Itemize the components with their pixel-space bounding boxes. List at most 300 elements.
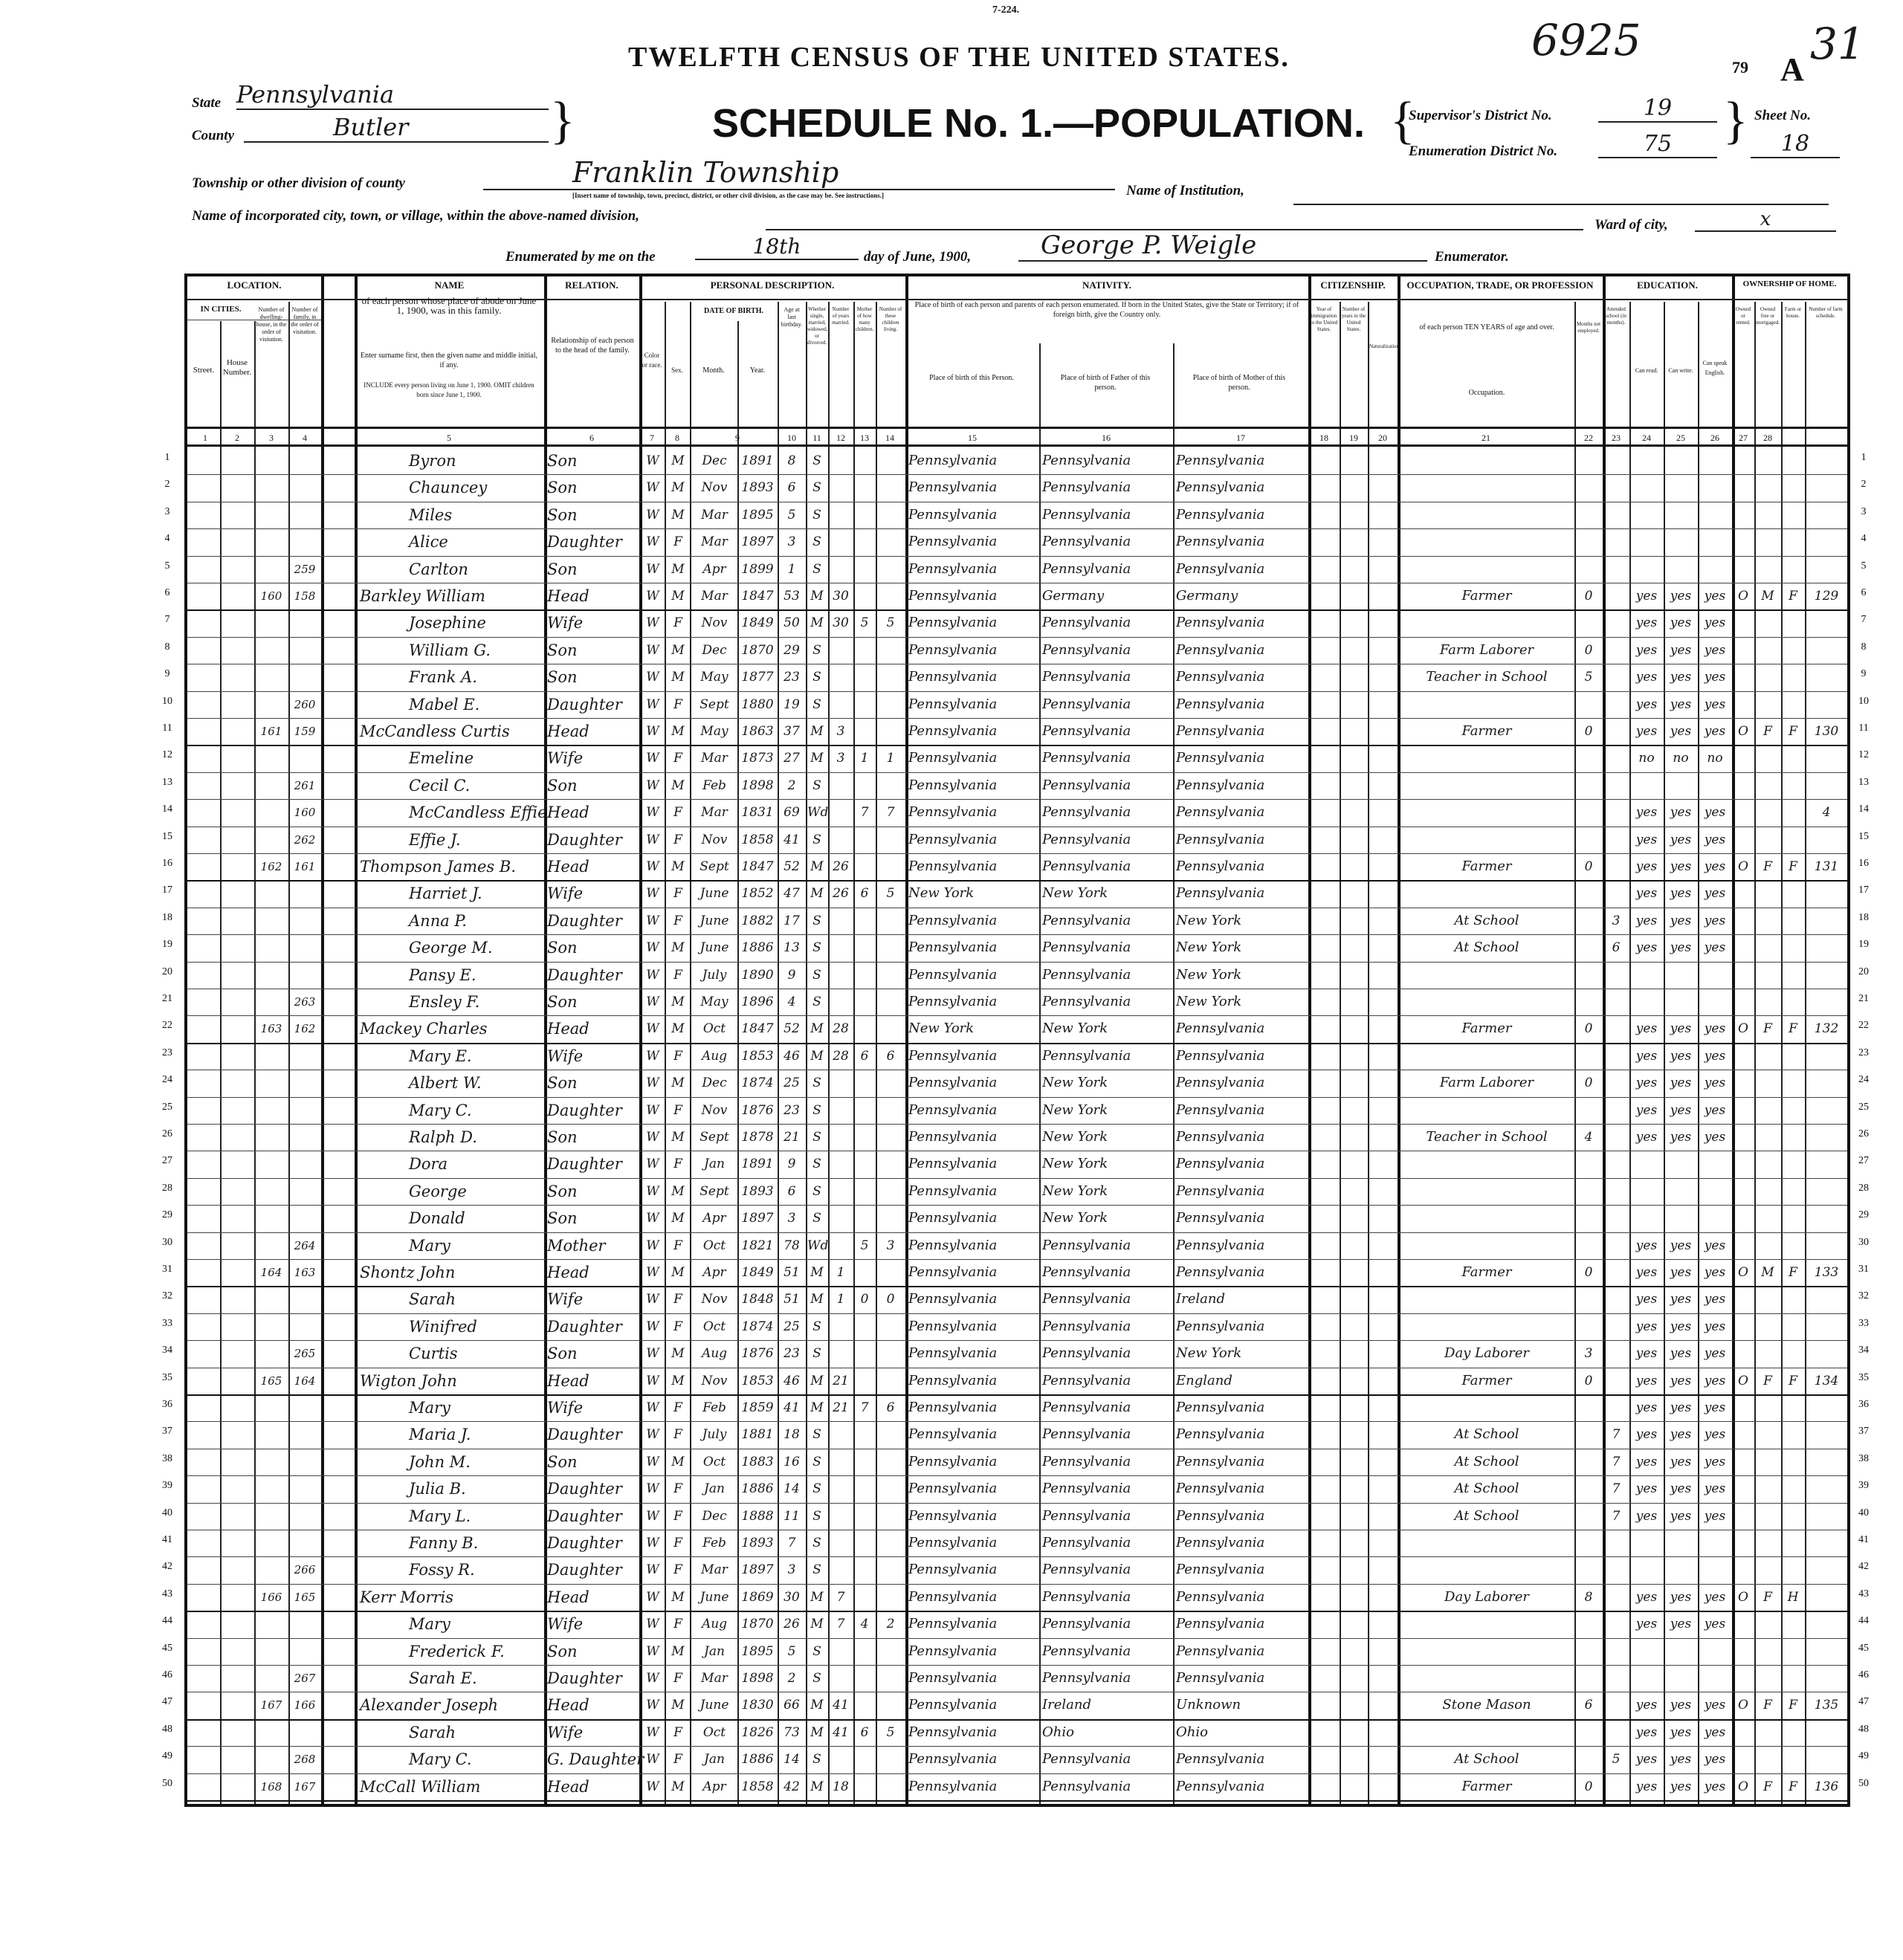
cell-rel: Wife (547, 749, 584, 768)
cell-rd: yes (1635, 1076, 1658, 1091)
cell-col: W (646, 1400, 659, 1415)
cell-fob: Pennsylvania (1042, 1751, 1131, 1767)
cell-yr: 1890 (741, 967, 774, 983)
cell-col: W (646, 1562, 659, 1578)
cell-sp: yes (1704, 696, 1726, 712)
cell-sex: F (673, 1671, 682, 1686)
cell-pob: Pennsylvania (908, 1751, 998, 1767)
archive-stamp-number: 6925 (1531, 15, 1641, 65)
cell-mne: 0 (1584, 1021, 1593, 1037)
cell-mo: Apr (702, 1265, 726, 1280)
cell-rd: yes (1635, 1021, 1658, 1037)
enumerator-name: George P. Weigle (1018, 230, 1427, 262)
cell-rd: yes (1635, 886, 1658, 902)
cell-mar: S (812, 453, 821, 468)
cell-mo: Feb (702, 777, 726, 793)
cell-rd: yes (1635, 670, 1658, 685)
cell-name: Mary E. (409, 1047, 472, 1065)
col-occupation-desc: of each person TEN YEARS of age and over. (1419, 323, 1554, 331)
cell-age: 9 (787, 1157, 796, 1172)
row-number: 27 (1858, 1155, 1869, 1167)
cell-wr: yes (1670, 1779, 1692, 1794)
cell-occ: Teacher in School (1426, 669, 1548, 685)
cell-mob: Pennsylvania (1176, 615, 1265, 631)
row-number: 44 (1858, 1615, 1869, 1627)
cell-mar: S (812, 1454, 821, 1469)
cell-fob: Pennsylvania (1042, 479, 1131, 496)
cell-col: W (646, 507, 659, 523)
cell-rel: Daughter (547, 695, 622, 714)
cell-pob: Pennsylvania (908, 696, 998, 712)
cell-rel: Daughter (547, 1507, 622, 1525)
enumeration-day: 18th (695, 234, 859, 260)
cell-fam: 262 (294, 832, 316, 847)
row-number: 34 (1858, 1345, 1869, 1356)
cell-age: 1 (787, 561, 796, 577)
cell-pob: Pennsylvania (908, 1778, 998, 1794)
row-number: 48 (1858, 1723, 1869, 1735)
cell-sex: M (671, 1076, 685, 1091)
cell-occ: Farmer (1461, 1372, 1512, 1388)
divider (1603, 276, 1606, 1804)
row-number: 42 (1858, 1561, 1869, 1573)
column-number: 14 (885, 433, 894, 443)
table-row (187, 1232, 1847, 1233)
row-number: 11 (1858, 722, 1869, 734)
cell-yr: 1847 (741, 1021, 774, 1037)
cell-pob: Pennsylvania (908, 1237, 998, 1253)
cell-pob: Pennsylvania (908, 1453, 998, 1469)
cell-mob: Pennsylvania (1176, 1778, 1265, 1794)
cell-col: W (646, 1238, 659, 1253)
cell-yr: 1888 (741, 1508, 774, 1524)
col-can-write: Can write. (1668, 367, 1693, 374)
cell-col: W (646, 1617, 659, 1632)
cell-rel: Head (547, 722, 589, 740)
cell-wr: no (1673, 751, 1689, 766)
cell-wr: yes (1670, 1319, 1692, 1334)
cell-yr: 1893 (741, 1536, 774, 1550)
cell-mo: Nov (701, 615, 728, 631)
cell-mar: S (812, 777, 821, 793)
cell-yr: 1849 (741, 615, 774, 631)
cell-sex: F (673, 832, 682, 847)
cell-age: 8 (787, 453, 796, 468)
cell-pob: Pennsylvania (908, 1643, 998, 1659)
col-date-of-birth: DATE OF BIRTH. (704, 307, 763, 315)
cell-ym: 26 (833, 886, 849, 902)
row-number: 29 (162, 1209, 172, 1221)
state-label: State (192, 95, 222, 111)
cell-yr: 1891 (741, 1157, 774, 1172)
cell-wr: yes (1670, 886, 1692, 902)
row-number: 29 (1858, 1209, 1869, 1221)
cell-col: W (646, 561, 659, 577)
row-number: 23 (162, 1047, 172, 1058)
cell-dw: 163 (260, 1022, 282, 1036)
cell-mob: Pennsylvania (1176, 858, 1265, 874)
cell-fam: 259 (294, 562, 316, 576)
cell-mo: Sept (700, 696, 729, 712)
cell-sex: F (673, 1292, 682, 1307)
cell-fob: Pennsylvania (1042, 641, 1131, 658)
cell-mne: 3 (1584, 1346, 1593, 1362)
cell-wr: yes (1670, 696, 1692, 712)
institution-label: Name of Institution, (1126, 183, 1244, 198)
cell-sex: M (671, 940, 685, 956)
cell-sp: yes (1704, 805, 1726, 821)
cell-wr: yes (1670, 724, 1692, 739)
city-label: Name of incorporated city, town, or village, within the above-named division, (192, 208, 639, 224)
cell-pob: Pennsylvania (908, 858, 998, 874)
cell-wr: yes (1670, 832, 1692, 847)
divider (1732, 276, 1735, 1804)
cell-mo: Mar (701, 751, 728, 766)
cell-fm: F (1763, 724, 1772, 739)
cell-age: 23 (784, 1346, 800, 1362)
group-occupation: OCCUPATION, TRADE, OR PROFESSION (1406, 279, 1594, 291)
table-row (187, 962, 1847, 963)
cell-name: Donald (409, 1209, 465, 1228)
cell-fob: Ireland (1042, 1697, 1091, 1713)
cell-sex: F (673, 1752, 682, 1767)
row-number: 15 (1858, 830, 1869, 842)
cell-mne: 0 (1584, 1265, 1593, 1280)
cell-rel: Son (547, 560, 578, 578)
cell-col: W (646, 1752, 659, 1767)
cell-cl: 2 (886, 1617, 895, 1632)
cell-rd: yes (1635, 1346, 1658, 1362)
cell-mar: S (812, 967, 821, 983)
table-row (187, 1340, 1847, 1341)
institution-value (1293, 192, 1829, 205)
cell-rd: yes (1635, 1130, 1658, 1145)
cell-sp: yes (1704, 1698, 1726, 1713)
cell-pob: Pennsylvania (908, 479, 998, 496)
enumerated-label: Enumerated by me on the (505, 249, 656, 265)
cell-pob: Pennsylvania (908, 1318, 998, 1334)
cell-col: W (646, 1102, 659, 1118)
township-value: Franklin Township (483, 156, 1115, 190)
cell-mo: June (700, 1698, 729, 1713)
column-number: 1 (203, 433, 207, 443)
cell-sex: M (671, 859, 685, 874)
cell-sp: yes (1704, 913, 1726, 928)
cell-fob: Pennsylvania (1042, 669, 1131, 685)
county-label: County (192, 128, 235, 143)
col-occupation: Occupation. (1468, 389, 1505, 397)
cell-sex: M (671, 1698, 685, 1713)
column-number: 10 (787, 433, 796, 443)
cell-age: 37 (784, 724, 800, 739)
cell-pob: Pennsylvania (908, 1183, 998, 1199)
row-number: 2 (1861, 479, 1867, 491)
cell-rel: Wife (547, 614, 584, 633)
cell-rd: yes (1635, 913, 1658, 928)
cell-fob: Pennsylvania (1042, 1643, 1131, 1659)
cell-sp: yes (1704, 615, 1726, 631)
row-number: 14 (162, 803, 172, 815)
cell-rd: yes (1635, 1698, 1658, 1713)
cell-cl: 5 (886, 1724, 895, 1740)
cell-mc: 5 (860, 1238, 869, 1253)
row-number: 13 (162, 776, 172, 788)
cell-mar: S (812, 1481, 821, 1497)
cell-rel: Son (547, 1345, 578, 1363)
table-row (187, 1015, 1847, 1016)
row-number: 7 (164, 614, 170, 626)
cell-sex: M (671, 453, 685, 468)
cell-mne: 0 (1584, 642, 1593, 658)
cell-name: Mary (409, 1615, 450, 1634)
row-number: 46 (1858, 1669, 1869, 1681)
cell-occ: Farmer (1461, 723, 1512, 739)
cell-age: 42 (784, 1779, 800, 1794)
col-years-married: Number of years married. (832, 306, 850, 326)
cell-age: 51 (784, 1265, 800, 1280)
divider (1754, 302, 1756, 1804)
table-row (187, 772, 1847, 773)
cell-rel: Son (547, 1452, 578, 1471)
cell-age: 25 (784, 1319, 800, 1334)
cell-age: 19 (784, 696, 800, 712)
cell-mo: Nov (701, 1373, 728, 1388)
cell-mar: M (810, 751, 824, 766)
cell-name: Julia B. (409, 1480, 466, 1498)
cell-fam: 267 (294, 1672, 316, 1685)
cell-ym: 21 (833, 1373, 849, 1388)
cell-fm: F (1763, 1589, 1772, 1605)
cell-ym: 1 (836, 1265, 845, 1280)
cell-rd: yes (1635, 724, 1658, 739)
cell-col: W (646, 1481, 659, 1497)
cell-pob: Pennsylvania (908, 777, 998, 793)
row-number: 25 (1858, 1101, 1869, 1113)
cell-occ: Farmer (1461, 588, 1512, 604)
cell-wr: yes (1670, 1400, 1692, 1415)
enumeration-district-label: Enumeration District No. (1409, 143, 1558, 159)
cell-mne: 0 (1584, 589, 1593, 604)
cell-name: Frank A. (409, 668, 477, 687)
cell-rd: yes (1635, 1779, 1658, 1794)
cell-fs: 134 (1814, 1373, 1839, 1388)
cell-fob: Pennsylvania (1042, 1778, 1131, 1794)
supervisor-district-label: Supervisor's District No. (1409, 108, 1552, 123)
cell-yr: 1895 (741, 1643, 774, 1659)
cell-fs: 131 (1814, 859, 1839, 874)
cell-mar: S (812, 1319, 821, 1334)
cell-name: Byron (409, 452, 456, 470)
cell-age: 3 (787, 534, 796, 550)
cell-pob: Pennsylvania (908, 1075, 998, 1091)
cell-rel: Daughter (547, 1426, 622, 1444)
cell-rd: yes (1635, 1265, 1658, 1280)
cell-col: W (646, 696, 659, 712)
cell-mo: June (700, 1589, 729, 1605)
col-age: Age at last birthday. (781, 306, 803, 328)
column-number: 22 (1584, 433, 1593, 443)
cell-wr: yes (1670, 1238, 1692, 1253)
header-rule (187, 427, 1847, 429)
cell-own: O (1738, 589, 1748, 604)
cell-yr: 1876 (741, 1102, 774, 1118)
cell-mo: Sept (700, 859, 729, 874)
cell-fob: New York (1042, 1021, 1108, 1037)
table-row (187, 1503, 1847, 1504)
cell-mar: M (810, 1021, 824, 1037)
cell-age: 29 (784, 642, 800, 658)
cell-pob: Pennsylvania (908, 750, 998, 766)
cell-dw: 161 (260, 725, 282, 738)
cell-sex: F (673, 1481, 682, 1497)
cell-fam: 268 (294, 1753, 316, 1767)
cell-yr: 1848 (741, 1292, 774, 1307)
cell-rd: yes (1635, 1102, 1658, 1118)
cell-mar: S (812, 561, 821, 577)
cell-wr: yes (1670, 1076, 1692, 1091)
cell-sp: yes (1704, 589, 1726, 604)
cell-name: Sarah (409, 1723, 456, 1741)
cell-fam: 165 (294, 1590, 316, 1604)
cell-rd: yes (1635, 1724, 1658, 1740)
cell-rel: Daughter (547, 966, 622, 984)
cell-rel: Wife (547, 1723, 584, 1741)
row-number: 26 (162, 1128, 172, 1139)
cell-yr: 1893 (741, 480, 774, 496)
cell-sex: F (673, 1319, 682, 1334)
cell-own: O (1738, 1589, 1748, 1605)
col-can-read: Can read. (1635, 367, 1658, 374)
row-number: 35 (1858, 1371, 1869, 1383)
column-number: 2 (235, 433, 239, 443)
cell-yr: 1899 (741, 561, 774, 577)
table-row (187, 1611, 1847, 1612)
col-owned-rented: Owned or rented. (1735, 306, 1751, 326)
cell-rel: Son (547, 505, 578, 524)
row-number: 5 (1861, 560, 1867, 572)
cell-mar: S (812, 994, 821, 1009)
cell-mne: 5 (1584, 670, 1593, 685)
cell-age: 46 (784, 1373, 800, 1388)
table-row (187, 880, 1847, 882)
col-street: Street. (193, 366, 215, 375)
cell-dw: 166 (260, 1590, 282, 1604)
cell-occ: Farm Laborer (1439, 641, 1534, 658)
row-number: 4 (164, 533, 170, 545)
cell-sp: yes (1704, 724, 1726, 739)
cell-sp: yes (1704, 1373, 1726, 1388)
cell-col: W (646, 1130, 659, 1145)
row-number: 8 (1861, 641, 1867, 653)
col-months-not-employed: Months not employed. (1576, 321, 1601, 334)
cell-sex: M (671, 1130, 685, 1145)
cell-name: Wigton John (360, 1371, 457, 1390)
cell-pob: Pennsylvania (908, 669, 998, 685)
cell-pob: Pennsylvania (908, 1697, 998, 1713)
cell-mo: Sept (700, 1183, 729, 1199)
cell-yr: 1847 (741, 859, 774, 874)
cell-fh: F (1789, 1373, 1797, 1388)
cell-rel: Son (547, 452, 578, 470)
cell-fs: 132 (1814, 1021, 1839, 1037)
divider (254, 321, 256, 1804)
cell-rel: Head (547, 858, 589, 876)
cell-mar: M (810, 886, 824, 902)
cell-wr: yes (1670, 1752, 1692, 1767)
cell-fm: F (1763, 1373, 1772, 1388)
row-number: 5 (164, 560, 170, 572)
cell-yr: 1847 (741, 589, 774, 604)
row-number: 23 (1858, 1047, 1869, 1058)
cell-col: W (646, 1589, 659, 1605)
cell-mar: S (812, 940, 821, 956)
cell-age: 66 (784, 1698, 800, 1713)
row-number: 19 (1858, 939, 1869, 951)
table-row (187, 853, 1847, 854)
cell-mc: 1 (860, 751, 869, 766)
row-number: 4 (1861, 533, 1867, 545)
cell-name: Fossy R. (409, 1561, 475, 1579)
cell-yr: 1886 (741, 1481, 774, 1497)
cell-yr: 1870 (741, 1617, 774, 1632)
table-row (187, 1746, 1847, 1747)
cell-name: Barkley William (360, 587, 485, 605)
cell-mo: Dec (702, 1076, 727, 1091)
cell-sch: 7 (1612, 1454, 1621, 1469)
table-row (187, 1584, 1847, 1585)
cell-sex: M (671, 1643, 685, 1659)
cell-yr: 1874 (741, 1076, 774, 1091)
cell-rel: Son (547, 1128, 578, 1146)
row-number: 33 (162, 1317, 172, 1329)
cell-sex: F (673, 534, 682, 550)
row-number: 37 (162, 1426, 172, 1437)
cell-ym: 7 (836, 1617, 845, 1632)
cell-rd: yes (1635, 1319, 1658, 1334)
cell-fob: Pennsylvania (1042, 994, 1131, 1009)
cell-mo: Feb (702, 1536, 726, 1550)
cell-rel: Daughter (547, 830, 622, 849)
cell-sex: F (673, 967, 682, 983)
column-number: 19 (1349, 433, 1358, 443)
row-number: 17 (1858, 884, 1869, 896)
cell-name: McCall William (360, 1777, 481, 1796)
cell-age: 69 (784, 805, 800, 821)
column-number: 13 (860, 433, 869, 443)
col-month: Month. (702, 366, 725, 375)
cell-rd: yes (1635, 832, 1658, 847)
divider (1340, 302, 1341, 1804)
col-color: Color or race. (642, 352, 662, 369)
row-number: 2 (164, 479, 170, 491)
cell-rel: Mother (547, 1236, 606, 1255)
cell-mob: Pennsylvania (1176, 534, 1265, 550)
cell-yr: 1853 (741, 1373, 774, 1388)
cell-col: W (646, 1292, 659, 1307)
cell-mo: Apr (702, 1779, 726, 1794)
cell-name: Sarah E. (409, 1669, 477, 1687)
col-name-desc: of each person whose place of abode on June 1, 1900, was in this family. (361, 295, 537, 316)
cell-mo: Oct (702, 1319, 726, 1334)
cell-rd: yes (1635, 1454, 1658, 1469)
row-number: 50 (1858, 1777, 1869, 1789)
cell-pob: Pennsylvania (908, 1047, 998, 1064)
cell-ym: 28 (833, 1048, 849, 1064)
cell-sp: yes (1704, 1076, 1726, 1091)
cell-fob: Pennsylvania (1042, 696, 1131, 712)
cell-mar: M (810, 1048, 824, 1064)
cell-pob: Pennsylvania (908, 831, 998, 847)
